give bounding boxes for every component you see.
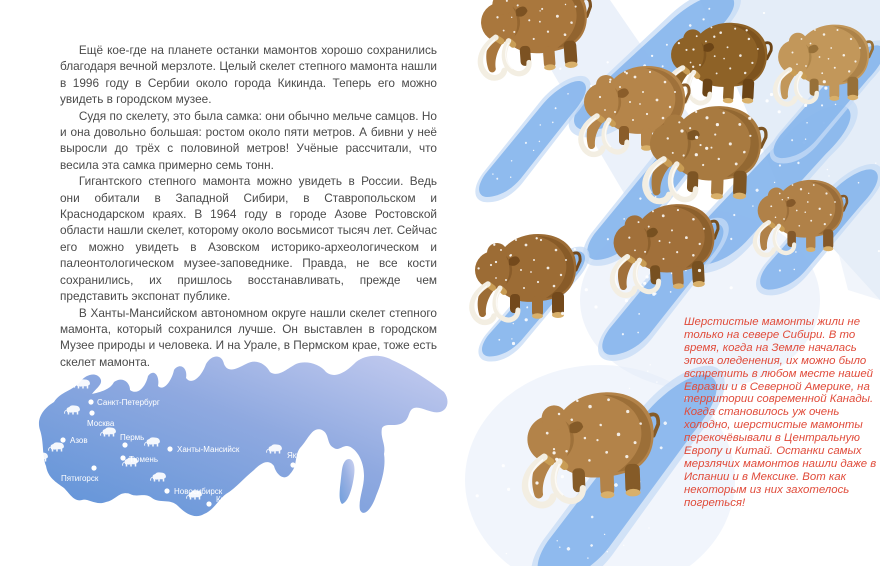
city-dot <box>88 399 93 404</box>
margin-note: Шерстистые мамонты жили не только на севере Сибири. В то время, когда на Земле началась эпоха оледенения, их можно было встретить в любом месте нашей Евразии и в Северной Америке, на территории современной Канады. Когда становилось уж очень холодно, шерстистые мамонты перекочёвывали в Центральную Европу и Китай. Останки самых мерзлячих мамонтов нашли даже в Испании и в Мексике. Вот как некоторым из них захотелось погреться! <box>684 316 877 509</box>
city-label: Ханты-Мансийск <box>177 445 240 454</box>
city-dot <box>120 455 125 460</box>
city-label: Пятигорск <box>61 474 99 483</box>
city-label: Красноярск <box>216 495 259 504</box>
city-label: Санкт-Петербург <box>97 398 160 407</box>
mammoth-skeleton-icon <box>33 452 48 461</box>
city-dot <box>122 442 127 447</box>
russia-silhouette <box>39 356 448 516</box>
paragraph: Судя по скелету, это была самка: они обычно мельче самцов. Но и она довольно большая: ростом около пяти метров. А бивни у неё выросли до трёх с половиной метров! Учёные рассчитали, что весила эта самка примерно семь тонн. <box>60 108 437 172</box>
city-label: Якутск <box>287 451 312 460</box>
city-dot <box>164 488 169 493</box>
paragraph: Ещё кое-где на планете останки мамонтов хорошо сохранились благодаря вечной мерзлоте. Целый скелет степного мамонта нашли в 1996 году в Сербии около города Кикинда. Теперь его можно увидеть в городском музее. <box>60 43 437 107</box>
sakhalin-silhouette <box>340 459 355 504</box>
city-label: Тюмень <box>129 455 158 464</box>
russia-map <box>30 352 450 562</box>
city-label: Новосибирск <box>174 487 223 496</box>
city-dot <box>91 465 96 470</box>
city-dot <box>89 410 94 415</box>
paragraph: Гигантского степного мамонта можно увидеть в России. Ведь они обитали в Западной Сибири, в Ставропольском и Краснодарском краях. В 1964 году в городе Азове Ростовской области нашли скелет, которому около восьмисот тысяч лет. Сейчас его можно увидеть в Азовском историко-археологическом и палеонтологическом музее-заповеднике. Правда, не все кости сохранились, их пришлось восстанавливать, прежде чем представить экспонат публике. <box>60 174 437 304</box>
paragraph: В Ханты-Мансийском автономном округе нашли скелет степного мамонта, который сохранился лучше. Он выставлен в городском Музее природы и человека. И на Урале, в Пермском крае, тоже есть скелет мамонта. <box>60 305 437 369</box>
city-label: Москва <box>87 419 115 428</box>
city-dot <box>290 462 295 467</box>
city-label: Пермь <box>120 433 145 442</box>
city-dot <box>167 446 172 451</box>
city-dot <box>206 501 211 506</box>
city-dot <box>60 437 65 442</box>
city-label: Азов <box>70 436 88 445</box>
body-text <box>60 42 437 370</box>
